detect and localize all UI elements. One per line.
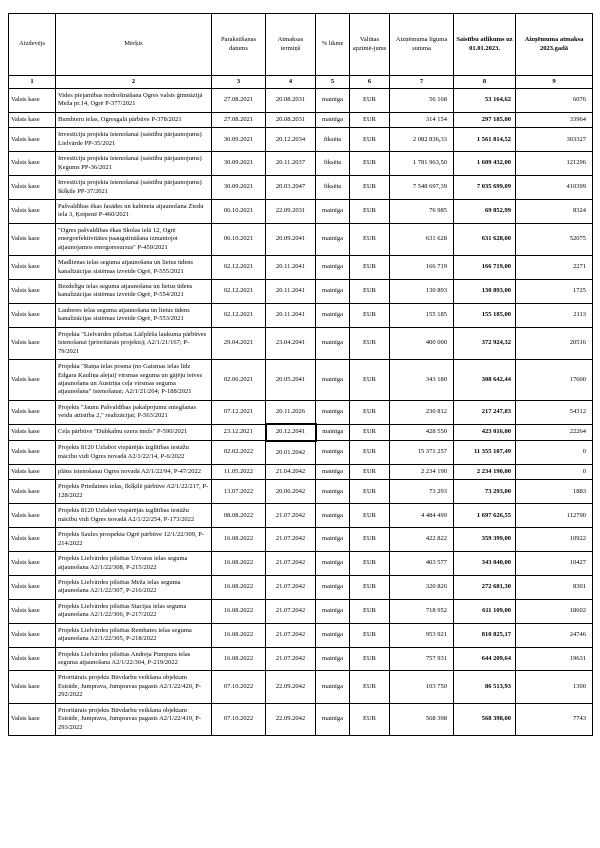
cell-purpose: Vides piejamības nodrošināšana Ogres valsts ģimnāzijā Meža pr.14, Ogrē P-377/2021 [56,89,212,113]
cell-purpose: Projekts Priedaines ielas, Ikšķilē pārbūve A2/1/22/217, P-128/2022 [56,480,212,504]
cell-due-date: 20.05.2041 [266,360,316,401]
loan-row [9,552,593,576]
loan-row [9,128,593,152]
cell-loan-amount: 130 893 [390,280,454,304]
cell-currency: EUR [350,223,390,255]
cell-balance: 359 399,00 [454,528,516,552]
loan-row [9,504,593,528]
cell-due-date: 21.07.2042 [266,575,316,599]
cell-lender: Valsts kase [9,112,56,127]
loan-row [9,647,593,671]
column-header-currency: Valūtas apzīmē-jums [350,14,390,76]
cell-currency: EUR [350,280,390,304]
cell-lender: Valsts kase [9,223,56,255]
cell-repayment-2023: 0 [516,465,593,480]
cell-purpose: Projekts Lielvārdes pilsētas Stacijas ielas seguma atjaunošana A2/1/22/306, P-217/2022 [56,599,212,623]
cell-repayment-2023: 2271 [516,256,593,280]
cell-currency: EUR [350,256,390,280]
cell-signed-date: 07.10.2022 [212,703,266,735]
cell-signed-date: 29.04.2021 [212,327,266,359]
cell-repayment-2023: 8301 [516,575,593,599]
cell-balance: 7 035 699,09 [454,176,516,200]
cell-lender: Valsts kase [9,280,56,304]
cell-rate: fiksēta [316,152,350,176]
cell-repayment-2023: 52075 [516,223,593,255]
loan-row [9,303,593,327]
loan-row [9,176,593,200]
cell-purpose: Lauberes ielas seguma atjaunošana un lietus ūdens kanalizācijas sistēmas izveide Ogrē, P-553/2021 [56,303,212,327]
cell-purpose: Projekts 8120 Uzlabot vispārējās izglītības iestāžu mācību vidi Ogres novadā A2/1/22/254, P-173/2022 [56,504,212,528]
cell-lender: Valsts kase [9,441,56,465]
column-number: 9 [516,76,593,89]
cell-purpose: plāns īstenošanai Ogres novadā A2/1/22/94, P-47/2022 [56,465,212,480]
cell-balance: 1 609 432,00 [454,152,516,176]
column-header-rate: % likme [316,14,350,76]
cell-loan-amount: 166 719 [390,256,454,280]
cell-lender: Valsts kase [9,152,56,176]
cell-signed-date: 30.09.2021 [212,128,266,152]
column-number: 1 [9,76,56,89]
cell-purpose: Bezdelīgu ielas seguma atjaunošana un lietus ūdens kanalizācijas sistēmas izveide Ogrē, P-554/2021 [56,280,212,304]
cell-currency: EUR [350,303,390,327]
cell-balance: 166 719,00 [454,256,516,280]
column-header-signing-date: Parakstīšanas datums [212,14,266,76]
loan-agreements-table [8,13,593,736]
cell-signed-date: 07.12.2021 [212,400,266,424]
cell-rate: fiksēta [316,128,350,152]
cell-purpose: Bumbieru ielas, Ogresgalā pārbūve P-378/2021 [56,112,212,127]
cell-currency: EUR [350,152,390,176]
cell-purpose: Projekts Lielvārdes pilsētas Meža ielas seguma atjaunošana A2/1/22/307, P-216/2022 [56,575,212,599]
cell-loan-amount: 718 952 [390,599,454,623]
loan-row [9,400,593,424]
cell-repayment-2023: 410399 [516,176,593,200]
cell-lender: Valsts kase [9,327,56,359]
cell-purpose: Madlienas ielas seguma atjaunošana un lietus ūdens kanalizācijas sistēmas izveide Ogrē, P-555/2021 [56,256,212,280]
cell-loan-amount: 1 781 963,50 [390,152,454,176]
cell-repayment-2023: 6076 [516,89,593,113]
cell-currency: EUR [350,599,390,623]
cell-balance: 644 209,64 [454,647,516,671]
cell-loan-amount: 320 826 [390,575,454,599]
cell-loan-amount: 2 234 190 [390,465,454,480]
cell-repayment-2023: 1883 [516,480,593,504]
cell-rate: mainīga [316,465,350,480]
cell-rate: mainīga [316,256,350,280]
cell-rate: mainīga [316,223,350,255]
cell-rate: mainīga [316,575,350,599]
cell-purpose: Projekts Lielvārdes pilsētas Rembates ielas seguma atjaunošana A2/1/22/305, P-218/2022 [56,623,212,647]
cell-rate: mainīga [316,280,350,304]
cell-repayment-2023: 7743 [516,703,593,735]
column-header-purpose: Mērķis [56,14,212,76]
cell-lender: Valsts kase [9,703,56,735]
cell-balance: 217 247,83 [454,400,516,424]
loan-row [9,199,593,223]
cell-rate: mainīga [316,671,350,703]
cell-signed-date: 23.12.2021 [212,424,266,440]
cell-balance: 86 513,93 [454,671,516,703]
cell-due-date: 20.12.2041 [266,424,316,440]
cell-rate: mainīga [316,599,350,623]
cell-balance: 1 697 626,55 [454,504,516,528]
cell-balance: 130 893,00 [454,280,516,304]
cell-due-date: 21.07.2042 [266,528,316,552]
cell-due-date: 20.08.2031 [266,89,316,113]
cell-lender: Valsts kase [9,128,56,152]
cell-rate: mainīga [316,623,350,647]
cell-signed-date: 30.09.2021 [212,176,266,200]
cell-balance: 611 109,00 [454,599,516,623]
cell-lender: Valsts kase [9,424,56,440]
cell-balance: 308 642,44 [454,360,516,401]
loan-row [9,360,593,401]
cell-balance: 372 924,32 [454,327,516,359]
cell-rate: mainīga [316,199,350,223]
cell-signed-date: 16.08.2022 [212,528,266,552]
cell-rate: mainīga [316,327,350,359]
cell-repayment-2023: 54312 [516,400,593,424]
loan-row [9,256,593,280]
cell-signed-date: 08.08.2022 [212,504,266,528]
cell-purpose: Prioritārais projekts Būvdarbu veikšana objektam Estrāde, Jumprava, Jumpravas pagasts A2/1/22/419, P-293/2022 [56,703,212,735]
cell-repayment-2023: 303327 [516,128,593,152]
cell-due-date: 21.07.2042 [266,599,316,623]
cell-purpose: Projekts Lielvārdes pilsētas Uzvaras ielas seguma atjaunošana A2/1/22/308, P-215/2022 [56,552,212,576]
loan-row [9,152,593,176]
cell-currency: EUR [350,112,390,127]
cell-signed-date: 06.10.2021 [212,223,266,255]
cell-currency: EUR [350,128,390,152]
cell-rate: mainīga [316,400,350,424]
cell-loan-amount: 230 812 [390,400,454,424]
cell-lender: Valsts kase [9,504,56,528]
cell-signed-date: 11.05.2022 [212,465,266,480]
cell-loan-amount: 56 168 [390,89,454,113]
column-numbers-row [9,76,593,89]
cell-balance: 11 355 107,49 [454,441,516,465]
cell-repayment-2023: 1300 [516,671,593,703]
column-number: 7 [390,76,454,89]
cell-loan-amount: 76 985 [390,199,454,223]
column-header-lender: Aizdevējs [9,14,56,76]
cell-due-date: 20.11.2041 [266,303,316,327]
cell-rate: mainīga [316,441,350,465]
cell-due-date: 22.09.2042 [266,703,316,735]
cell-lender: Valsts kase [9,671,56,703]
cell-signed-date: 16.08.2022 [212,623,266,647]
cell-due-date: 20.08.2031 [266,112,316,127]
cell-currency: EUR [350,528,390,552]
cell-currency: EUR [350,575,390,599]
cell-due-date: 20.11.2041 [266,256,316,280]
cell-balance: 155 185,00 [454,303,516,327]
cell-repayment-2023: 10427 [516,552,593,576]
cell-due-date: 21.07.2042 [266,552,316,576]
cell-rate: mainīga [316,647,350,671]
header-row [9,14,593,76]
cell-repayment-2023: 20516 [516,327,593,359]
cell-due-date: 20.12.2034 [266,128,316,152]
column-number: 5 [316,76,350,89]
loan-row [9,671,593,703]
cell-due-date: 20.03.2047 [266,176,316,200]
cell-purpose: "Ogres pašvaldības ēkas Skolas ielā 12, Ogrē energoefektivitātes paaugstināšana izmantojot atjaunojamos energoresursus" P-459/2021 [56,223,212,255]
cell-currency: EUR [350,199,390,223]
cell-lender: Valsts kase [9,303,56,327]
cell-purpose: Ceļa pārbūve "Dubkalnu ezera mežs" P-590/2021 [56,424,212,440]
cell-purpose: Investīciju projekta īstenošanai (saistību pārjaunojums) Ikšķile PP-37/2021 [56,176,212,200]
cell-loan-amount: 4 484 499 [390,504,454,528]
cell-signed-date: 02.12.2021 [212,280,266,304]
cell-balance: 1 561 814,52 [454,128,516,152]
cell-purpose: Projekta "Raiņa ielas posma (no Gaismas ielas līdz Edgara Kauliņa alejai) virsmas seguma un gājēju ietves atjaunošana un Austriņa ceļa virsmas seguma atjaunošana" īstenošanai; A2/1/21/264; P-188/2021 [56,360,212,401]
loan-row [9,480,593,504]
cell-rate: mainīga [316,528,350,552]
cell-repayment-2023: 112790 [516,504,593,528]
cell-signed-date: 16.08.2022 [212,575,266,599]
cell-repayment-2023: 24746 [516,623,593,647]
cell-signed-date: 27.08.2021 [212,112,266,127]
loan-row [9,223,593,255]
cell-due-date: 21.07.2042 [266,623,316,647]
cell-loan-amount: 7 548 697,39 [390,176,454,200]
cell-repayment-2023: 33964 [516,112,593,127]
cell-rate: mainīga [316,703,350,735]
cell-balance: 272 681,30 [454,575,516,599]
cell-lender: Valsts kase [9,552,56,576]
cell-loan-amount: 428 550 [390,424,454,440]
cell-balance: 2 234 190,00 [454,465,516,480]
cell-due-date: 21.07.2042 [266,647,316,671]
cell-due-date: 20.01.2042 [266,441,316,465]
cell-rate: mainīga [316,303,350,327]
cell-signed-date: 16.08.2022 [212,647,266,671]
cell-lender: Valsts kase [9,400,56,424]
loan-row [9,599,593,623]
cell-rate: fiksēta [316,176,350,200]
cell-due-date: 22.09.2031 [266,199,316,223]
cell-signed-date: 07.10.2022 [212,671,266,703]
cell-currency: EUR [350,360,390,401]
loan-row [9,703,593,735]
cell-loan-amount: 2 082 836,33 [390,128,454,152]
loan-row [9,112,593,127]
column-number: 2 [56,76,212,89]
cell-repayment-2023: 2113 [516,303,593,327]
cell-rate: mainīga [316,424,350,440]
cell-lender: Valsts kase [9,360,56,401]
cell-balance: 69 852,99 [454,199,516,223]
loan-row [9,424,593,440]
cell-repayment-2023: 8324 [516,199,593,223]
cell-signed-date: 13.07.2022 [212,480,266,504]
cell-lender: Valsts kase [9,575,56,599]
cell-currency: EUR [350,176,390,200]
cell-loan-amount: 103 750 [390,671,454,703]
cell-signed-date: 02.12.2021 [212,303,266,327]
cell-currency: EUR [350,480,390,504]
cell-signed-date: 02.06.2021 [212,360,266,401]
cell-rate: mainīga [316,504,350,528]
cell-currency: EUR [350,441,390,465]
cell-balance: 343 040,00 [454,552,516,576]
column-header-repayment-2023: Aizņēmuma atmaksa 2023.gadā [516,14,593,76]
cell-currency: EUR [350,400,390,424]
cell-loan-amount: 400 000 [390,327,454,359]
cell-loan-amount: 73 293 [390,480,454,504]
cell-signed-date: 27.08.2021 [212,89,266,113]
column-header-repayment-term: Atmaksas termiņš [266,14,316,76]
cell-purpose: Investīciju projekta īstenošanai (saistību pārjaunojums) Ķegums PP-36/2021 [56,152,212,176]
cell-lender: Valsts kase [9,599,56,623]
column-number: 6 [350,76,390,89]
cell-rate: mainīga [316,112,350,127]
loan-row [9,441,593,465]
cell-currency: EUR [350,465,390,480]
cell-repayment-2023: 19631 [516,647,593,671]
cell-due-date: 21.04.2042 [266,465,316,480]
cell-due-date: 20.09.2041 [266,223,316,255]
cell-due-date: 20.11.2041 [266,280,316,304]
cell-signed-date: 02.12.2021 [212,256,266,280]
cell-currency: EUR [350,647,390,671]
cell-signed-date: 16.08.2022 [212,599,266,623]
cell-lender: Valsts kase [9,465,56,480]
cell-repayment-2023: 1725 [516,280,593,304]
cell-purpose: Projekts 8120 Uzlabot vispārējās izglītības iestāžu mācību vidi Ogres novadā A2/1/22/14, P-6/2022 [56,441,212,465]
loan-row [9,575,593,599]
cell-purpose: Investīciju projekta īstenošanai (saistību pārjaunojums) Lielvārde PP-35/2021 [56,128,212,152]
cell-lender: Valsts kase [9,647,56,671]
cell-rate: mainīga [316,480,350,504]
cell-currency: EUR [350,504,390,528]
cell-loan-amount: 422 822 [390,528,454,552]
column-header-loan-amount: Aizņēmuma līguma summa [390,14,454,76]
cell-lender: Valsts kase [9,480,56,504]
cell-currency: EUR [350,552,390,576]
cell-lender: Valsts kase [9,623,56,647]
cell-loan-amount: 314 154 [390,112,454,127]
loan-row [9,623,593,647]
cell-repayment-2023: 22264 [516,424,593,440]
cell-due-date: 23.04.2041 [266,327,316,359]
cell-purpose: Projekts Lielvārdes pilsētas Andreja Pumpura ielas seguma atjaunošana A2/1/22/304, P-219/2022 [56,647,212,671]
cell-loan-amount: 631 628 [390,223,454,255]
column-number: 8 [454,76,516,89]
cell-loan-amount: 953 921 [390,623,454,647]
cell-currency: EUR [350,671,390,703]
cell-due-date: 22.09.2042 [266,671,316,703]
cell-purpose: Prioritārais projekts Būvdarbu veikšana objektam Estrāde, Jumprava, Jumpravas pagasts A2/1/22/420, P-292/2022 [56,671,212,703]
cell-signed-date: 30.09.2021 [212,152,266,176]
cell-loan-amount: 403 577 [390,552,454,576]
cell-currency: EUR [350,703,390,735]
cell-rate: mainīga [316,552,350,576]
cell-due-date: 20.06.2042 [266,480,316,504]
cell-loan-amount: 757 931 [390,647,454,671]
cell-due-date: 20.11.2026 [266,400,316,424]
cell-balance: 297 185,00 [454,112,516,127]
cell-purpose: Pašvaldības ēkas fasādes un kabineta atjaunošana Ziedu iela 3, Ķeipenē P-460/2021 [56,199,212,223]
cell-purpose: Projekts Saules prospekta Ogrē pārbūve 12/1/22/309, P-214/2022 [56,528,212,552]
loan-row [9,280,593,304]
cell-repayment-2023: 10922 [516,528,593,552]
cell-currency: EUR [350,89,390,113]
cell-signed-date: 16.08.2022 [212,552,266,576]
loan-row [9,465,593,480]
cell-lender: Valsts kase [9,528,56,552]
cell-signed-date: 02.02.2022 [212,441,266,465]
cell-balance: 73 293,00 [454,480,516,504]
cell-balance: 631 628,00 [454,223,516,255]
cell-balance: 423 016,00 [454,424,516,440]
loan-row [9,89,593,113]
cell-currency: EUR [350,327,390,359]
cell-lender: Valsts kase [9,199,56,223]
column-number: 3 [212,76,266,89]
cell-balance: 53 164,62 [454,89,516,113]
loan-row [9,528,593,552]
cell-purpose: Projekta "Lielvārdes pilsētas Lāčplēša laukuma pārbūves īstenošanai (prioritārais projekts); A2/1/21/167; P-79/2021 [56,327,212,359]
cell-currency: EUR [350,623,390,647]
cell-rate: mainīga [316,360,350,401]
cell-due-date: 21.07.2042 [266,504,316,528]
cell-lender: Valsts kase [9,256,56,280]
cell-repayment-2023: 121296 [516,152,593,176]
cell-lender: Valsts kase [9,176,56,200]
cell-due-date: 20.11.2037 [266,152,316,176]
cell-rate: mainīga [316,89,350,113]
cell-balance: 568 398,00 [454,703,516,735]
cell-balance: 810 825,17 [454,623,516,647]
cell-loan-amount: 155 185 [390,303,454,327]
cell-loan-amount: 343 180 [390,360,454,401]
cell-signed-date: 06.10.2021 [212,199,266,223]
cell-purpose: Projekts "Jaunu Pašvaldības pakalpojumu sniegšanas veidu attīstība 2," realizācijai; P-563/2021 [56,400,212,424]
cell-repayment-2023: 17600 [516,360,593,401]
cell-repayment-2023: 0 [516,441,593,465]
loan-row [9,327,593,359]
cell-currency: EUR [350,424,390,440]
column-number: 4 [266,76,316,89]
column-header-balance: Saistību atlikums uz 01.01.2023. [454,14,516,76]
cell-repayment-2023: 18602 [516,599,593,623]
cell-loan-amount: 568 398 [390,703,454,735]
cell-loan-amount: 15 371 257 [390,441,454,465]
cell-lender: Valsts kase [9,89,56,113]
